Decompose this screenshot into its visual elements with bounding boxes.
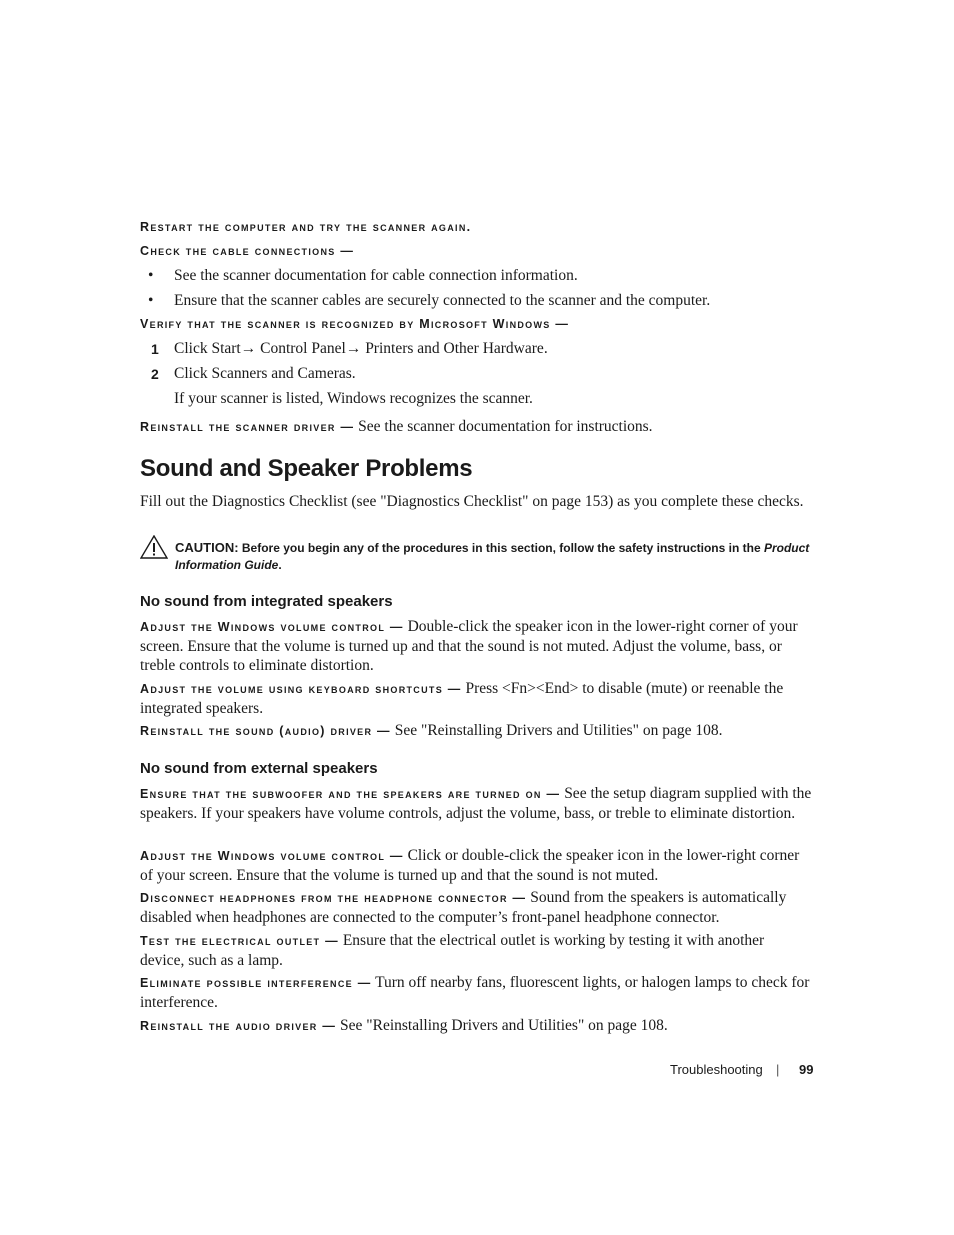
external-item [140,931,812,970]
ui-scanners-cameras: Scanners and Cameras [211,365,352,382]
item-lead: Reinstall the sound (audio) driver — [140,724,391,738]
item-text: Click or double-click the speaker icon in the lower-right corner of your screen. Ensure that the volume is turned up and that the sound is not muted. [140,847,800,884]
page-number: 99 [799,1062,814,1077]
item-lead: Adjust the Windows volume control — [140,620,404,634]
item-text: See "Reinstalling Drivers and Utilities" on page 108. [390,722,723,739]
reinstall-scanner-text: See the scanner documentation for instructions. [354,418,653,435]
reinstall-scanner-lead: Reinstall the scanner driver — [140,420,355,434]
footer-separator: | [776,1062,780,1077]
external-speakers-heading: No sound from external speakers [140,760,378,777]
intro-paragraph: Fill out the Diagnostics Checklist (see "Diagnostics Checklist" on page 153) as you complete these checks. [140,493,804,510]
item-text: See "Reinstalling Drivers and Utilities" on page 108. [336,1017,668,1034]
check-cable-lead: Check the cable connections — [140,244,355,258]
item-text: Turn off nearby fans, fluorescent lights, or halogen lamps to check for interference. [140,974,810,1011]
item-lead: Adjust the volume using keyboard shortcuts — [140,682,462,696]
external-item [140,846,812,885]
item-lead: Eliminate possible interference — [140,976,372,990]
caution-text [175,539,815,574]
item-text: Sound from the speakers is automatically disabled when headphones are connected to the computer’s front-panel headphone connector. [140,889,787,926]
caution-label: CAUTION: [175,540,239,555]
item-text: Ensure that the electrical outlet is working by testing it with another device, such as a lamp. [140,932,765,969]
warning-triangle-icon [140,535,168,559]
ui-start: Start [211,340,241,357]
ui-control-panel: Control Panel [260,340,346,357]
period: . [543,340,548,357]
item-lead: Disconnect headphones from the headphone connector — [140,891,527,905]
external-item [140,1016,812,1036]
integrated-item [140,679,812,718]
page-title: Sound and Speaker Problems [140,455,473,482]
list-item: Ensure that the scanner cables are securely connected to the scanner and the computer. [174,292,711,309]
verify-lead: Verify that the scanner is recognized by Microsoft Windows — [140,317,570,331]
list-item: See the scanner documentation for cable connection information. [174,267,578,284]
integrated-item [140,617,812,675]
external-item [140,973,812,1012]
period: . [351,365,356,382]
integrated-speakers-heading: No sound from integrated speakers [140,593,393,610]
external-item [140,888,812,927]
item-text: Press <Fn><End> to disable (mute) or reenable the integrated speakers. [140,680,784,717]
period: . [278,558,282,572]
caution-body: Before you begin any of the procedures in this section, follow the safety instructions in the [238,541,764,555]
caution-guide-name: Product Information Guide [175,541,810,572]
step-2-note: If your scanner is listed, Windows recognizes the scanner. [174,390,533,407]
step-prefix: Click [174,340,212,357]
step-number: 2 [151,366,159,382]
step-text [174,340,548,358]
integrated-item [140,721,812,741]
step-prefix: Click [174,365,212,382]
ui-printers-hardware: Printers and Other Hardware [365,340,544,357]
step-number: 1 [151,341,159,357]
item-text: See the setup diagram supplied with the speakers. If your speakers have volume controls, adjust the volume, bass, or treble to eliminate distortion. [140,785,812,822]
external-item [140,784,812,823]
item-lead: Adjust the Windows volume control — [140,849,404,863]
item-lead: Test the electrical outlet — [140,934,339,948]
item-lead: Ensure that the subwoofer and the speakers are turned on — [140,787,561,801]
reinstall-scanner-paragraph [140,417,812,437]
arrow: → [345,340,366,357]
arrow: → [240,340,261,357]
restart-lead: Restart the computer and try the scanner again. [140,220,472,234]
bullet-marker: • [148,267,154,284]
item-text: Double-click the speaker icon in the lower-right corner of your screen. Ensure that the volume is turned up and that the sound is not muted. Adjust the volume, bass, or treble controls to eliminate distortion. [140,618,798,674]
step-text [174,365,356,383]
bullet-marker: • [148,292,154,309]
footer-section: Troubleshooting [670,1062,763,1077]
item-lead: Reinstall the audio driver — [140,1019,337,1033]
